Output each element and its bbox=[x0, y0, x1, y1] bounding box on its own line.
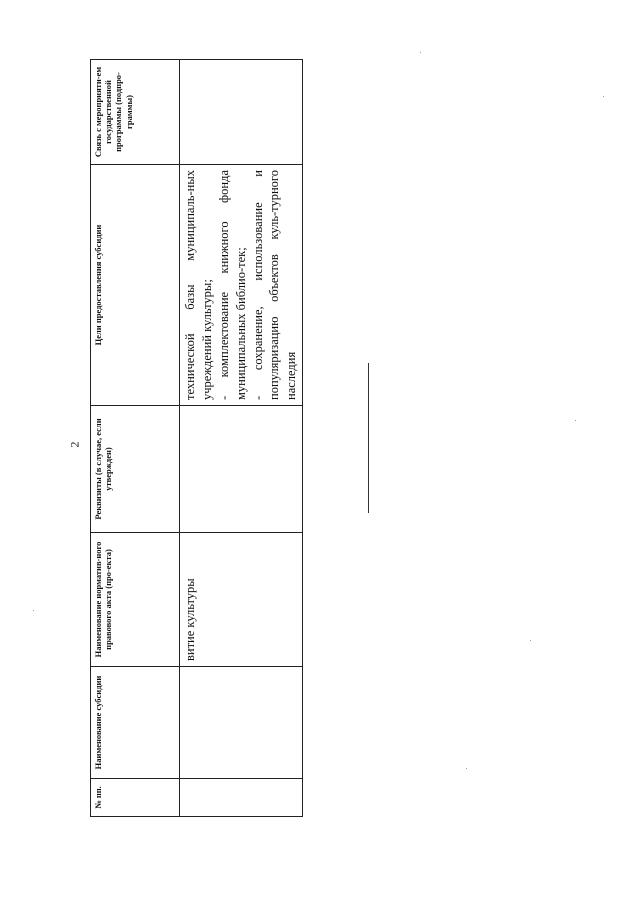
scan-speck bbox=[603, 96, 604, 97]
cell-number bbox=[180, 779, 303, 817]
header-requisites: Реквизиты (в случае, если утвержден) bbox=[91, 406, 180, 533]
vertical-rule bbox=[368, 363, 369, 513]
cell-act-name: витие культуры bbox=[180, 533, 303, 667]
cell-requisites bbox=[180, 406, 303, 533]
page-number: 2 bbox=[67, 441, 82, 448]
cell-subsidy-name bbox=[180, 667, 303, 779]
header-act-name: Наименование норматив-ного правового акта (про-екта) bbox=[91, 533, 180, 667]
cell-program-link bbox=[180, 60, 303, 165]
header-program-link: Связь с мероприяти-ем государственной программы (подпро-граммы) bbox=[91, 60, 180, 165]
table-header-row bbox=[91, 60, 180, 817]
goal-line: технической базы муниципаль-ных учреждений культуры; bbox=[183, 170, 214, 400]
header-subsidy-name: Наименование субсидии bbox=[91, 667, 180, 779]
table-row bbox=[180, 60, 303, 817]
goal-line: - сохранение, использование и популяризацию объектов куль-турного наследия bbox=[250, 170, 299, 400]
scan-speck bbox=[33, 610, 34, 611]
subsidy-table bbox=[90, 59, 303, 817]
header-goals: Цели предоставления субсидии bbox=[91, 165, 180, 406]
goal-line: - комплектование книжного фонда муниципальных библио-тек; bbox=[216, 170, 248, 400]
rotated-table-container bbox=[90, 60, 302, 817]
header-number: № пп. bbox=[91, 779, 180, 817]
scan-speck bbox=[530, 640, 531, 641]
cell-goals bbox=[180, 165, 303, 406]
scan-speck bbox=[575, 420, 576, 421]
scan-speck bbox=[420, 52, 421, 53]
scan-speck bbox=[466, 768, 467, 769]
